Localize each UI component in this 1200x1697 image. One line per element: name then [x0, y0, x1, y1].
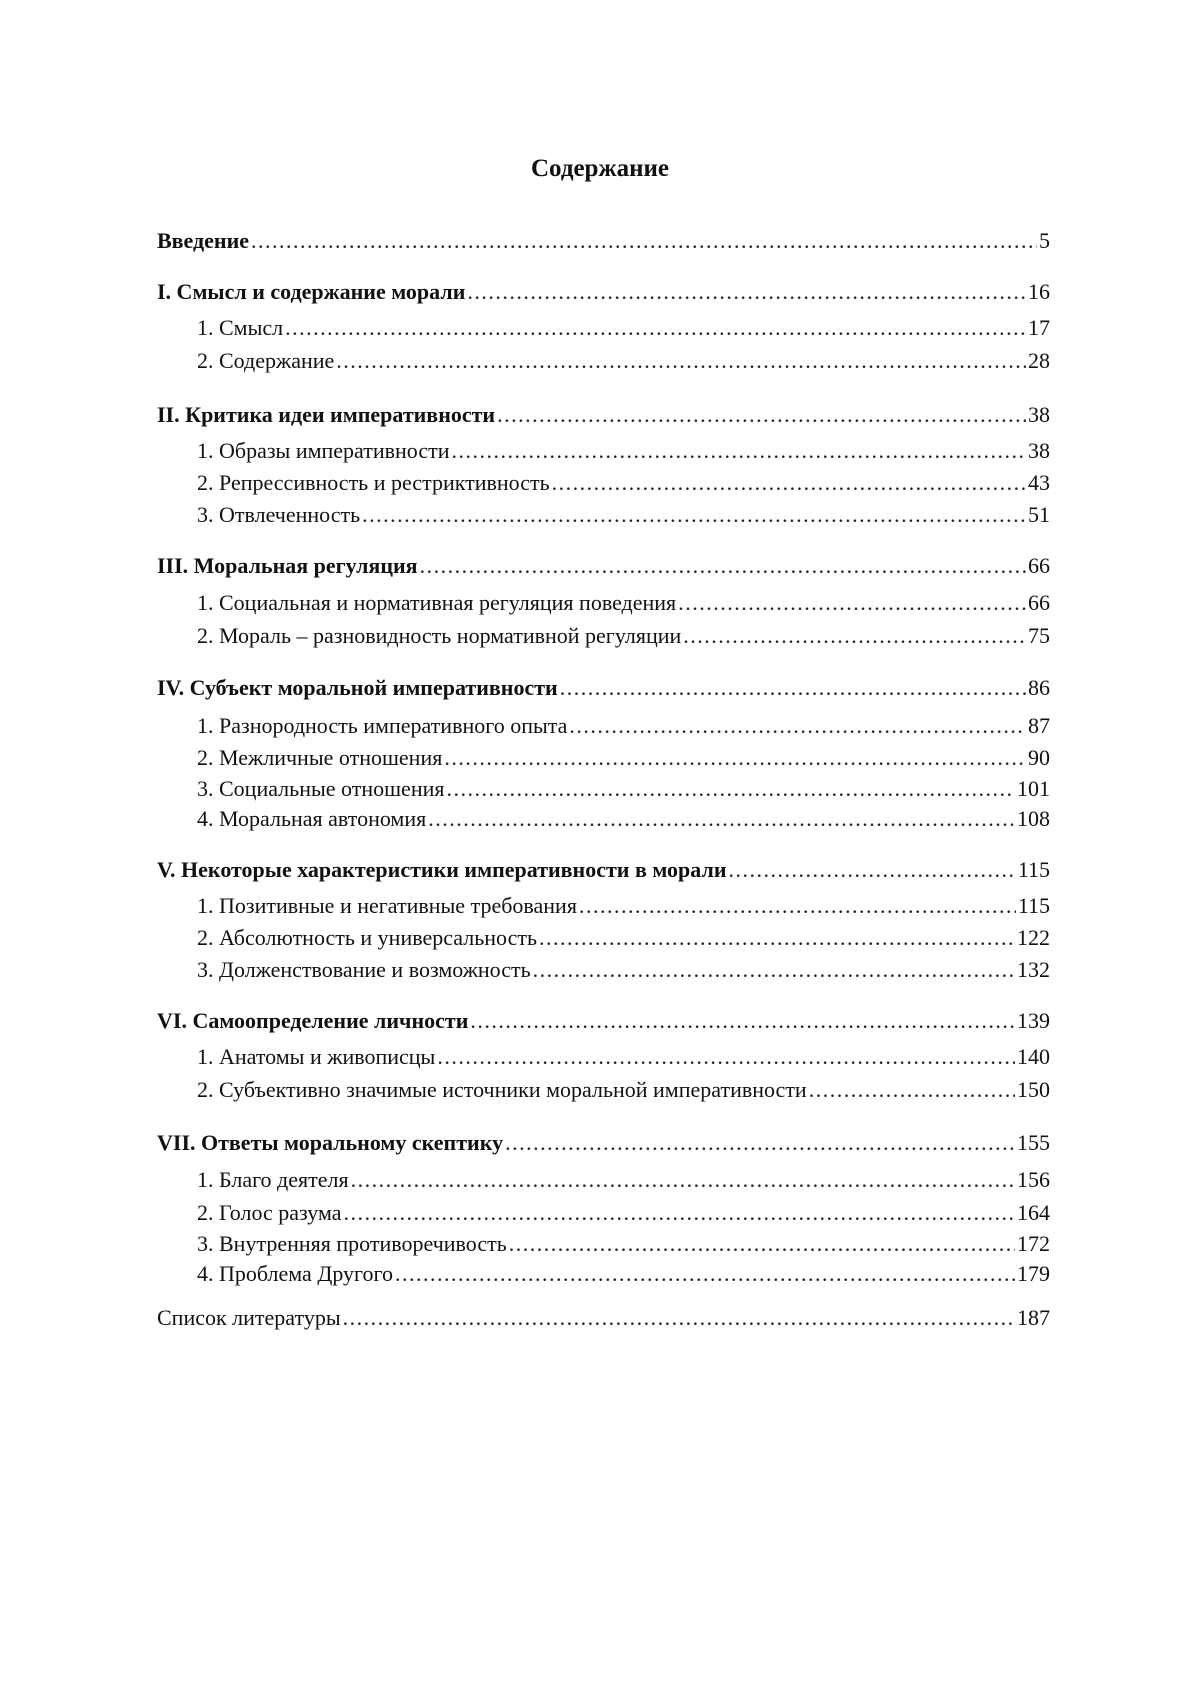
toc-page-number: 90 — [1028, 745, 1050, 770]
dot-leader — [569, 711, 1026, 741]
toc-entry-7-1[interactable] — [197, 1165, 1050, 1195]
toc-entry-chapter-1[interactable] — [157, 277, 1050, 307]
toc-entry-label: 3. Социальные отношения — [197, 776, 445, 801]
toc-page-number: 51 — [1028, 502, 1050, 527]
toc-entry-chapter-6[interactable] — [157, 1006, 1050, 1036]
dot-leader — [446, 774, 1015, 804]
dot-leader — [683, 621, 1026, 651]
toc-page-number: 87 — [1028, 713, 1050, 738]
toc-entry-label: 4. Проблема Другого — [197, 1261, 393, 1286]
dot-leader — [809, 1075, 1015, 1105]
toc-entry-label: 1. Социальная и нормативная регуляция поведения — [197, 590, 677, 615]
dot-leader — [437, 1042, 1015, 1072]
dot-leader — [344, 1198, 1015, 1228]
dot-leader — [467, 277, 1026, 307]
toc-entry-2-2[interactable] — [197, 468, 1050, 498]
toc-entry-bibliography[interactable] — [157, 1303, 1050, 1333]
toc-page-number: 139 — [1017, 1008, 1050, 1033]
toc-entry-5-2[interactable] — [197, 923, 1050, 953]
toc-page-number: 38 — [1028, 438, 1050, 463]
toc-page-number: 101 — [1017, 776, 1050, 801]
toc-entry-4-4[interactable] — [197, 804, 1050, 834]
toc-entry-7-4[interactable] — [197, 1259, 1050, 1289]
dot-leader — [444, 743, 1026, 773]
toc-entry-label: 4. Моральная автономия — [197, 806, 427, 831]
toc-page-number: 172 — [1017, 1231, 1050, 1256]
page-title: Содержание — [530, 155, 669, 182]
toc-page-number: 179 — [1017, 1261, 1050, 1286]
toc-entry-label: III. Моральная регуляция — [157, 553, 418, 578]
dot-leader — [336, 346, 1026, 376]
toc-page-number: 75 — [1028, 623, 1050, 648]
table-of-contents — [157, 0, 1050, 1697]
toc-page-number: 16 — [1028, 279, 1050, 304]
toc-entry-4-2[interactable] — [197, 743, 1050, 773]
toc-entry-label: 1. Благо деятеля — [197, 1167, 349, 1192]
dot-leader — [539, 923, 1015, 953]
toc-entry-1-1[interactable] — [197, 313, 1050, 343]
toc-entry-5-3[interactable] — [197, 955, 1050, 985]
toc-entry-chapter-5[interactable] — [157, 855, 1050, 885]
toc-page-number: 66 — [1028, 590, 1050, 615]
toc-entry-label: 3. Долженствование и возможность — [197, 957, 531, 982]
toc-entry-chapter-2[interactable] — [157, 400, 1050, 430]
toc-entry-7-2[interactable] — [197, 1198, 1050, 1228]
dot-leader — [428, 804, 1015, 834]
toc-entry-label: 1. Разнородность императивного опыта — [197, 713, 568, 738]
toc-entry-label: V. Некоторые характеристики императивности в морали — [157, 857, 727, 882]
toc-page-number: 122 — [1017, 925, 1050, 950]
toc-entry-label: 2. Голос разума — [197, 1200, 342, 1225]
dot-leader — [452, 436, 1027, 466]
toc-entry-chapter-3[interactable] — [157, 551, 1050, 581]
dot-leader — [395, 1259, 1015, 1289]
toc-page-number: 108 — [1017, 806, 1050, 831]
toc-entry-7-3[interactable] — [197, 1229, 1050, 1259]
dot-leader — [729, 855, 1016, 885]
toc-page-number: 43 — [1028, 470, 1050, 495]
toc-page-number: 155 — [1017, 1130, 1050, 1155]
dot-leader — [420, 551, 1026, 581]
toc-entry-label: 3. Отвлеченность — [197, 502, 361, 527]
toc-entry-label: 2. Субъективно значимые источники моральной императивности — [197, 1077, 807, 1102]
toc-page-number: 156 — [1017, 1167, 1050, 1192]
toc-entry-label: Список литературы — [157, 1305, 341, 1330]
toc-entry-introduction[interactable] — [157, 226, 1050, 256]
toc-entry-chapter-7[interactable] — [157, 1128, 1050, 1158]
toc-page-number: 28 — [1028, 348, 1050, 373]
dot-leader — [552, 468, 1026, 498]
toc-page-number: 115 — [1017, 857, 1050, 882]
toc-entry-3-1[interactable] — [197, 588, 1050, 618]
toc-page-number: 86 — [1028, 675, 1050, 700]
toc-entry-3-2[interactable] — [197, 621, 1050, 651]
toc-page-number: 140 — [1017, 1044, 1050, 1069]
toc-page-number: 5 — [1039, 228, 1050, 253]
dot-leader — [251, 226, 1037, 256]
toc-entry-label: IV. Субъект моральной императивности — [157, 675, 558, 700]
toc-page-number: 17 — [1028, 315, 1050, 340]
toc-entry-label: 3. Внутренняя противоречивость — [197, 1231, 507, 1256]
toc-entry-label: II. Критика идеи императивности — [157, 402, 496, 427]
toc-entry-chapter-4[interactable] — [157, 673, 1050, 703]
dot-leader — [509, 1229, 1015, 1259]
dot-leader — [533, 955, 1015, 985]
toc-entry-label: I. Смысл и содержание морали — [157, 279, 466, 304]
dot-leader — [560, 673, 1026, 703]
toc-entry-4-1[interactable] — [197, 711, 1050, 741]
dot-leader — [343, 1303, 1015, 1333]
toc-entry-6-1[interactable] — [197, 1042, 1050, 1072]
dot-leader — [579, 891, 1016, 921]
dot-leader — [678, 588, 1026, 618]
toc-entry-2-1[interactable] — [197, 436, 1050, 466]
dot-leader — [505, 1128, 1015, 1158]
dot-leader — [362, 500, 1026, 530]
dot-leader — [351, 1165, 1015, 1195]
toc-page-number: 132 — [1017, 957, 1050, 982]
toc-page-number: 115 — [1017, 893, 1050, 918]
toc-page-number: 66 — [1028, 553, 1050, 578]
dot-leader — [285, 313, 1026, 343]
toc-page-number: 38 — [1028, 402, 1050, 427]
toc-entry-label: Введение — [157, 228, 250, 253]
toc-entry-label: 2. Абсолютность и универсальность — [197, 925, 537, 950]
toc-entry-label: 2. Мораль – разновидность нормативной регуляции — [197, 623, 682, 648]
toc-entry-label: 1. Позитивные и негативные требования — [197, 893, 577, 918]
toc-entry-label: 2. Содержание — [197, 348, 335, 373]
toc-page-number: 150 — [1017, 1077, 1050, 1102]
toc-entry-label: 1. Смысл — [197, 315, 284, 340]
toc-entry-6-2[interactable] — [197, 1075, 1050, 1105]
toc-entry-label: 1. Анатомы и живописцы — [197, 1044, 436, 1069]
toc-entry-label: VI. Самоопределение личности — [157, 1008, 469, 1033]
toc-entry-5-1[interactable] — [197, 891, 1050, 921]
dot-leader — [470, 1006, 1015, 1036]
toc-entry-label: 2. Межличные отношения — [197, 745, 443, 770]
toc-entry-label: VII. Ответы моральному скептику — [157, 1130, 504, 1155]
toc-entry-4-3[interactable] — [197, 774, 1050, 804]
dot-leader — [497, 400, 1026, 430]
toc-entry-1-2[interactable] — [197, 346, 1050, 376]
toc-page-number: 164 — [1017, 1200, 1050, 1225]
toc-entry-2-3[interactable] — [197, 500, 1050, 530]
toc-page-number: 187 — [1017, 1305, 1050, 1330]
toc-entry-label: 1. Образы императивности — [197, 438, 450, 463]
toc-entry-label: 2. Репрессивность и рестриктивность — [197, 470, 550, 495]
